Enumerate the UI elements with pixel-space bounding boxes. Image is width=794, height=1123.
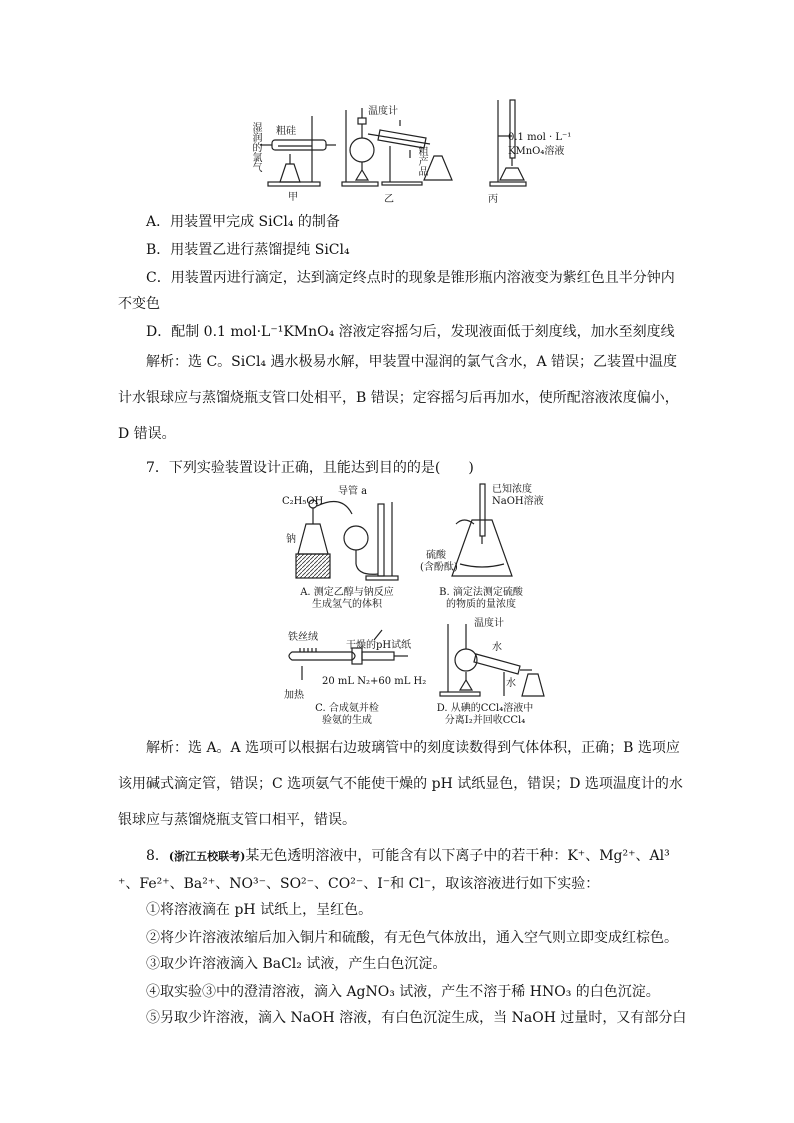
q8-step-2: ②将少许溶液浓缩后加入铜片和硫酸，有无色气体放出，通入空气则立即变成红棕色。	[146, 930, 678, 946]
figure-b	[416, 480, 546, 612]
q8-source: (浙江五校联考)	[168, 850, 246, 863]
figure-c-gas-mixture: 20 mL N₂+60 mL H₂	[322, 676, 427, 687]
label-kmno4-solution: KMnO₄溶液	[508, 146, 565, 157]
label-crude-silicon: 粗硅	[276, 126, 296, 137]
figure-d-caption-1: D. 从碘的CCl₄溶液中	[436, 703, 534, 714]
figure-d-thermometer: 温度计	[474, 618, 504, 629]
option-c-line2: 不变色	[118, 296, 160, 312]
label-concentration: 0.1 mol · L⁻¹	[508, 132, 572, 143]
figure-d-drawing	[420, 618, 550, 700]
figure-a-tube: 导管 a	[338, 486, 368, 497]
caption-bing: 丙	[488, 194, 498, 205]
option-c-line1: C．用装置丙进行滴定，达到滴定终点时的现象是锥形瓶内溶液变为紫红色且半分钟内	[146, 270, 675, 286]
caption-yi: 乙	[384, 194, 394, 205]
figure-c-ph-paper: 干燥的pH试纸	[346, 640, 412, 651]
figure-a-caption-1: A. 测定乙醇与钠反应	[300, 587, 394, 598]
figure-b-indicator: (含酚酞)	[420, 562, 458, 573]
figure-b-sulfuric-acid: 硫酸	[426, 550, 446, 561]
q7-analysis-line1: 解析：选 A。A 选项可以根据右边玻璃管中的刻度读数得到气体体积，正确；B 选项应	[146, 740, 680, 756]
option-d: D．配制 0.1 mol·L⁻¹KMnO₄ 溶液定容摇匀后，发现液面低于刻度线，加水至刻度线	[146, 324, 675, 340]
figure-c	[282, 626, 427, 730]
q8-step-5: ⑤另取少许溶液，滴入 NaOH 溶液，有白色沉淀生成，当 NaOH 过量时，又有部分白	[146, 1010, 687, 1026]
figure-c-caption-2: 验氨的生成	[322, 715, 372, 726]
figure-d-caption-2: 分离I₂并回收CCl₄	[444, 715, 526, 726]
figure-a-caption-2: 生成氢气的体积	[312, 599, 382, 610]
figure-b-naoh: NaOH溶液	[492, 496, 544, 507]
figure-d-water-out: 水	[506, 678, 516, 689]
apparatus-figure-1	[250, 96, 572, 208]
label-wet-chlorine: 湿润的氯气	[250, 122, 261, 172]
figure-b-caption-1: B. 滴定法测定硫酸	[439, 587, 523, 598]
figure-b-caption-2: 的物质的量浓度	[446, 599, 516, 610]
q8-step-1: ①将溶液滴在 pH 试纸上，呈红色。	[146, 902, 373, 918]
figure-a-sodium: 钠	[286, 534, 296, 545]
q8-stem-line1	[146, 846, 670, 867]
figure-d-water-in: 水	[492, 642, 502, 653]
figure-a-ethanol: C₂H₅OH	[282, 496, 324, 507]
figure-c-iron-wool: 铁丝绒	[288, 632, 318, 643]
figure-b-known-conc: 已知浓度	[492, 484, 532, 495]
q8-step-4: ④取实验③中的澄清溶液，滴入 AgNO₃ 试液，产生不溶于稀 HNO₃ 的白色沉淀。	[146, 984, 660, 1000]
q8-stem-text1: 某无色透明溶液中，可能含有以下离子中的若干种：K⁺、Mg²⁺、Al³	[245, 848, 670, 864]
label-crude-product: 粗产品	[416, 146, 427, 176]
option-b: B．用装置乙进行蒸馏提纯 SiCl₄	[146, 242, 350, 258]
q8-number: 8．	[146, 848, 169, 864]
q6-analysis-line2: 计水银球应与蒸馏烧瓶支管口处相平，B 错误；定容摇匀后再加水，使所配溶液浓度偏小，	[118, 390, 679, 406]
figure-a	[282, 484, 412, 612]
figure-c-caption-1: C. 合成氨并检	[315, 703, 379, 714]
figure-c-heat: 加热	[284, 690, 304, 701]
q7-analysis-line2: 该用碱式滴定管，错误；C 选项氨气不能使干燥的 pH 试纸显色，错误；D 选项温度计的水	[118, 776, 683, 792]
q6-analysis-line3: D 错误。	[118, 426, 176, 442]
option-a: A．用装置甲完成 SiCl₄ 的制备	[146, 214, 340, 230]
figure-d	[420, 618, 550, 730]
q8-step-3: ③取少许溶液滴入 BaCl₂ 试液，产生白色沉淀。	[146, 956, 447, 972]
q7-stem: 7．下列实验装置设计正确，且能达到目的的是( )	[146, 460, 474, 476]
q6-analysis-line1: 解析：选 C。SiCl₄ 遇水极易水解，甲装置中湿润的氯气含水，A 错误；乙装置中温度	[146, 354, 678, 370]
caption-jia: 甲	[288, 192, 298, 203]
label-thermometer: 温度计	[368, 106, 398, 117]
q8-stem-line2: ⁺、Fe²⁺、Ba²⁺、NO³⁻、SO²⁻、CO²⁻、I⁻和 Cl⁻，取该溶液进行如下实验：	[118, 876, 600, 892]
q7-analysis-line3: 银球应与蒸馏烧瓶支管口相平，错误。	[118, 812, 356, 828]
